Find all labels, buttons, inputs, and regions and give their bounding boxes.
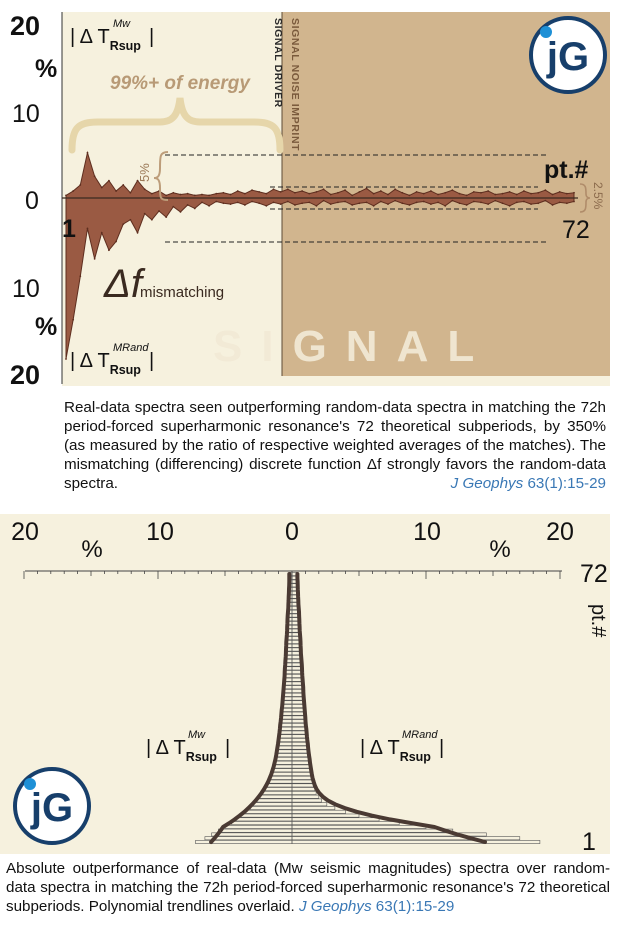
- real-point: [494, 194, 496, 196]
- random-point: [337, 201, 339, 203]
- random-point: [273, 201, 275, 203]
- random-point: [344, 201, 346, 203]
- real-point: [316, 191, 318, 193]
- real-point: [344, 189, 346, 191]
- random-point: [566, 202, 568, 204]
- random-series-sup: MRand: [113, 342, 149, 354]
- random-point: [387, 203, 389, 205]
- bottom-real-label: | Δ $T_{Rsup}$ |: [146, 737, 231, 764]
- random-point: [72, 319, 74, 321]
- random-point: [416, 201, 418, 203]
- tick-10-lower: 10: [12, 275, 40, 303]
- real-point: [358, 191, 360, 193]
- real-point: [552, 194, 554, 196]
- random-point: [294, 204, 296, 206]
- real-point: [280, 191, 282, 193]
- random-point: [194, 208, 196, 210]
- random-point: [94, 258, 96, 260]
- random-point: [122, 223, 124, 225]
- tick-0: 0: [25, 187, 39, 215]
- random-point: [366, 201, 368, 203]
- random-point: [530, 203, 532, 205]
- random-point: [201, 201, 203, 203]
- real-point: [244, 193, 246, 195]
- top-chart: [0, 0, 620, 392]
- random-point: [108, 249, 110, 251]
- real-point: [144, 188, 146, 190]
- real-point: [237, 190, 239, 192]
- axis-bottom-num: 20: [10, 360, 41, 390]
- real-point: [459, 193, 461, 195]
- random-point: [115, 241, 117, 243]
- random-point: [244, 204, 246, 206]
- real-point: [230, 194, 232, 196]
- real-point: [223, 192, 225, 194]
- five-pct-label: 5%: [137, 163, 152, 182]
- random-point: [208, 205, 210, 207]
- bottom-pct-left: %: [81, 536, 103, 563]
- bottom-tick-20-right: 20: [546, 518, 574, 546]
- random-point: [301, 202, 303, 204]
- random-point: [172, 206, 174, 208]
- real-point: [480, 192, 482, 194]
- bottom-caption-text: Absolute outperformance of real-data (Mw seismic magnitudes) spectra over random-data spectra in matching the 72h period-forced superharmonic resonance's 72 theoretical subperiods. Polynomial trendlines overlaid.: [6, 860, 610, 915]
- real-point: [180, 194, 182, 196]
- real-point: [437, 194, 439, 196]
- bottom-pt-label: pt.#: [587, 604, 609, 638]
- random-point: [552, 204, 554, 206]
- bottom-tick-0: 0: [285, 518, 299, 546]
- real-point: [537, 192, 539, 194]
- pt-start-label: 1: [62, 215, 76, 243]
- real-point: [351, 194, 353, 196]
- top-caption-citation[interactable]: J Geophys 63(1):15-29: [450, 475, 606, 492]
- svg-text:jG: jG: [30, 786, 74, 830]
- axis-top-pct: %: [35, 55, 58, 83]
- real-point: [502, 193, 504, 195]
- random-point: [444, 205, 446, 207]
- real-point: [258, 191, 260, 193]
- real-point: [409, 194, 411, 196]
- real-point: [423, 193, 425, 195]
- bottom-chart-bg: [0, 514, 610, 854]
- real-point: [394, 188, 396, 190]
- real-point: [416, 191, 418, 193]
- random-point: [380, 201, 382, 203]
- top-caption: [64, 398, 606, 493]
- real-point: [466, 194, 468, 196]
- real-point: [187, 193, 189, 195]
- real-point: [301, 190, 303, 192]
- bottom-panel: [0, 514, 620, 854]
- random-point: [308, 201, 310, 203]
- top-logo: [531, 18, 605, 92]
- real-point: [380, 190, 382, 192]
- real-point: [65, 194, 67, 196]
- real-point: [87, 152, 89, 154]
- pt-end-label: 72: [562, 216, 590, 244]
- real-point: [151, 193, 153, 195]
- random-point: [165, 216, 167, 218]
- bottom-pt-top: 72: [580, 560, 608, 588]
- random-point: [523, 201, 525, 203]
- real-point: [330, 194, 332, 196]
- real-series-sup: Mw: [113, 18, 131, 30]
- top-panel: [0, 0, 620, 392]
- real-point: [530, 193, 532, 195]
- real-point: [251, 189, 253, 191]
- random-point: [251, 201, 253, 203]
- random-point: [323, 200, 325, 202]
- real-point: [451, 189, 453, 191]
- real-point: [129, 192, 131, 194]
- random-point: [537, 202, 539, 204]
- random-point: [430, 203, 432, 205]
- real-point: [473, 191, 475, 193]
- random-point: [287, 201, 289, 203]
- random-point: [87, 228, 89, 230]
- random-point: [394, 200, 396, 202]
- random-point: [466, 204, 468, 206]
- random-point: [480, 201, 482, 203]
- real-point: [544, 189, 546, 191]
- real-point: [323, 188, 325, 190]
- delta-f-label: Δfmismatching: [104, 262, 225, 306]
- top-caption-text: Real-data spectra seen outperforming random-data spectra in matching the 72h period-forced superharmonic resonance's 72 theoretical subperiods, by 350% (as measured by the ratio of respective weighted averages of the matches). The mismatching (differencing) discrete function Δf strongly favors the random-data spectra.: [64, 399, 606, 492]
- real-point: [401, 192, 403, 194]
- real-point: [559, 191, 561, 193]
- random-point: [258, 202, 260, 204]
- random-point: [409, 204, 411, 206]
- bottom-caption-citation[interactable]: J Geophys 63(1):15-29: [298, 898, 455, 915]
- random-point: [509, 205, 511, 207]
- random-point: [144, 213, 146, 215]
- bottom-pt-bottom: 1: [582, 828, 596, 854]
- random-point: [516, 201, 518, 203]
- tick-10-upper: 10: [12, 100, 40, 128]
- random-series-label: | Δ $T_{Rsup}$ |: [70, 350, 155, 377]
- real-series-label: | Δ $T_{Rsup}$ |: [70, 26, 155, 53]
- random-point: [401, 202, 403, 204]
- random-point: [137, 232, 139, 234]
- random-point: [223, 202, 225, 204]
- real-point: [509, 191, 511, 193]
- real-point: [273, 188, 275, 190]
- random-point: [265, 205, 267, 207]
- bottom-tick-10-left: 10: [146, 518, 174, 546]
- random-point: [351, 204, 353, 206]
- bottom-logo: [15, 769, 89, 843]
- real-point: [122, 184, 124, 186]
- real-point: [208, 194, 210, 196]
- bottom-caption: [6, 859, 610, 916]
- random-point: [494, 200, 496, 202]
- random-point: [437, 201, 439, 203]
- random-point: [151, 219, 153, 221]
- random-point: [101, 232, 103, 234]
- real-point: [516, 194, 518, 196]
- real-point: [94, 175, 96, 177]
- two-five-label: 2.5%: [591, 182, 605, 210]
- real-point: [165, 194, 167, 196]
- random-point: [573, 201, 575, 203]
- signal-noise-label: SIGNAL NOISE IMPRINT: [289, 18, 301, 152]
- random-point: [423, 201, 425, 203]
- energy-label: 99%+ of energy: [110, 73, 250, 94]
- real-point: [430, 190, 432, 192]
- random-point: [330, 203, 332, 205]
- random-point: [459, 202, 461, 204]
- signal-driver-label: SIGNAL DRIVER: [272, 18, 284, 108]
- real-point: [79, 184, 81, 186]
- real-point: [387, 194, 389, 196]
- random-point: [158, 210, 160, 212]
- random-point: [358, 202, 360, 204]
- real-point: [172, 192, 174, 194]
- real-point: [265, 193, 267, 195]
- bottom-chart: [0, 514, 620, 854]
- real-point: [115, 190, 117, 192]
- real-point: [566, 193, 568, 195]
- random-point: [215, 201, 217, 203]
- pt-label: pt.#: [544, 156, 589, 184]
- real-point: [108, 180, 110, 182]
- real-point: [194, 194, 196, 196]
- random-point: [473, 201, 475, 203]
- real-point: [201, 194, 203, 196]
- random-point: [487, 203, 489, 205]
- real-point: [366, 188, 368, 190]
- real-point: [72, 190, 74, 192]
- real-point: [308, 193, 310, 195]
- bottom-real-sup: Mw: [188, 729, 206, 741]
- real-point: [444, 192, 446, 194]
- random-point: [544, 200, 546, 202]
- random-point: [316, 205, 318, 207]
- real-point: [523, 190, 525, 192]
- random-point: [451, 200, 453, 202]
- real-point: [287, 188, 289, 190]
- axis-bottom-pct: %: [35, 313, 58, 341]
- random-point: [373, 205, 375, 207]
- bottom-pct-right: %: [489, 536, 511, 563]
- random-point: [187, 204, 189, 206]
- random-point: [79, 275, 81, 277]
- real-point: [373, 193, 375, 195]
- bottom-tick-10-right: 10: [413, 518, 441, 546]
- real-point: [215, 193, 217, 195]
- real-point: [487, 190, 489, 192]
- real-point: [101, 187, 103, 189]
- random-point: [230, 203, 232, 205]
- svg-text:jG: jG: [546, 35, 590, 79]
- random-point: [280, 203, 282, 205]
- bottom-random-sup: MRand: [402, 729, 438, 741]
- random-point: [65, 358, 67, 360]
- random-point: [502, 202, 504, 204]
- signal-word: SIGNAL: [213, 322, 494, 371]
- axis-top-num: 20: [10, 11, 41, 41]
- real-point: [573, 192, 575, 194]
- random-point: [129, 219, 131, 221]
- bottom-random-label: | Δ $T_{Rsup}$ |: [360, 737, 445, 764]
- random-point: [559, 201, 561, 203]
- real-point: [337, 192, 339, 194]
- random-point: [180, 211, 182, 213]
- random-point: [237, 201, 239, 203]
- bottom-tick-20-left: 20: [11, 518, 39, 546]
- real-point: [294, 192, 296, 194]
